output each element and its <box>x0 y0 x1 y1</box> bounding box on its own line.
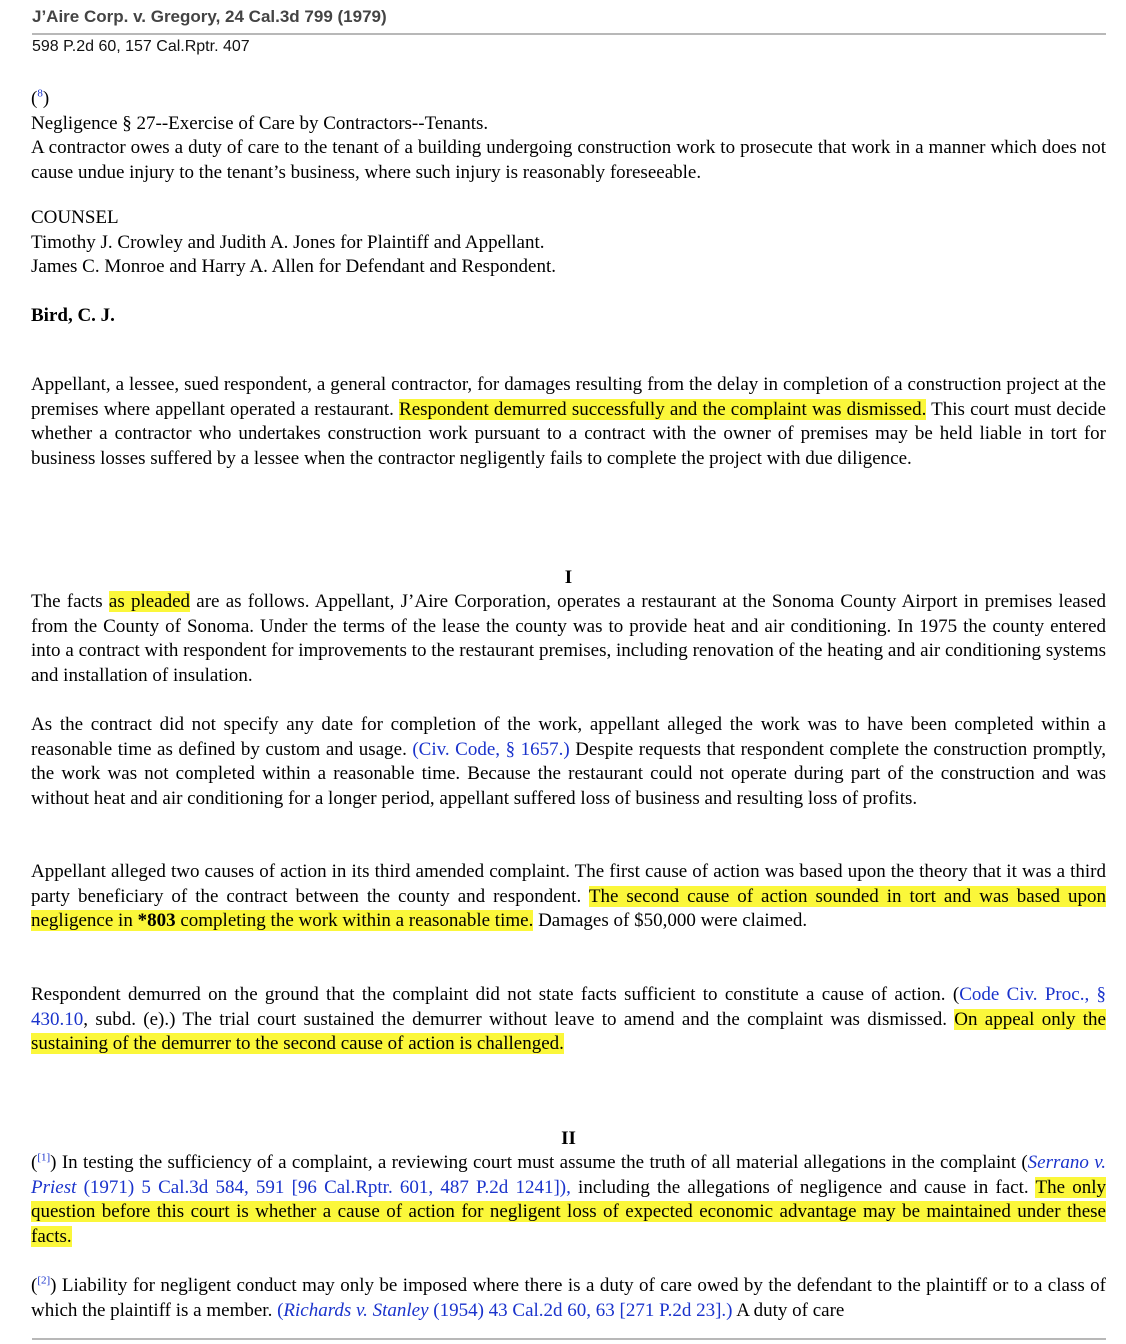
footnote-link[interactable]: [1] <box>37 1151 51 1164</box>
headnote-link[interactable]: 8 <box>37 87 43 100</box>
citation-link[interactable]: Serrano v. Priest (1971) 5 Cal.3d 584, 591 [96 Cal.Rptr. 601, 487 P.2d 1241]), <box>31 1152 1106 1198</box>
footer-divider <box>32 1338 1106 1340</box>
paragraph-7: ([2]) Liability for negligent conduct may only be imposed where there is a duty of care owed by the defendant to the plaintiff or to a class of which the plaintiff is a member. (Richards v. Stanley (1954) 43 Cal.2d 60, 63 [271 P.2d 23].) A duty of care <box>31 1274 1106 1321</box>
paragraph-5: Respondent demurred on the ground that the complaint did not state facts sufficient to constitute a cause of action. (Code Civ. Proc., § 430.10, subd. (e).) The trial court sustained the demurrer without leave to amend and the complaint was dismissed. On appeal only the sustaining of the demurrer to the second cause of action is challenged. <box>31 984 1106 1054</box>
highlight: On appeal only the sustaining of the demurrer to the second cause of action is challenged. <box>31 1008 1106 1054</box>
citation-link[interactable]: (Richards v. Stanley (1954) 43 Cal.2d 60, 63 [271 P.2d 23].) <box>277 1299 733 1321</box>
footnote-link[interactable]: [2] <box>37 1274 51 1287</box>
counsel-plaintiff: Timothy J. Crowley and Judith A. Jones for Plaintiff and Appellant. <box>31 231 545 253</box>
headnote <box>31 87 1106 185</box>
highlight: The second cause of action sounded in tort and was based upon negligence in *803 completing the work within a reasonable time. <box>31 885 1106 931</box>
opinion-author: Bird, C. J. <box>31 305 115 326</box>
header-divider <box>32 33 1106 35</box>
case-title: J’Aire Corp. v. Gregory, 24 Cal.3d 799 (1979) <box>32 7 387 26</box>
page-marker: *803 <box>137 910 176 931</box>
highlight: as pleaded <box>108 591 191 612</box>
paragraph-4: Appellant alleged two causes of action in its third amended complaint. The first cause of action was based upon the theory that it was a third party beneficiary of the contract between the county and respondent. The second cause of action sounded in tort and was based upon negligence in *803 completing the work within a reasonable time. Damages of $50,000 were claimed. <box>31 861 1106 931</box>
counsel-heading: COUNSEL <box>31 207 119 228</box>
headnote-text: A contractor owes a duty of care to the tenant of a building undergoing construction work to prosecute that work in a manner which does not cause undue injury to the tenant’s business, where such injury is reasonably foreseeable. <box>31 137 1106 183</box>
citation-link[interactable]: Code Civ. Proc., § 430.10 <box>31 984 1106 1030</box>
paragraph-3: As the contract did not specify any date for completion of the work, appellant alleged the work was to have been completed within a reasonable time as defined by custom and usage. (Civ. Code, § 1657.) Despite requests that respondent complete the construction promptly, the work was not completed within a reasonable time. Because the restaurant could not operate during part of the construction and was without heat and air conditioning for a longer period, appellant suffered loss of business and resulting loss of profits. <box>31 714 1106 809</box>
highlight: The only question before this court is whether a cause of action for negligent loss of expected economic advantage may be maintained under these facts. <box>31 1176 1106 1247</box>
headnote-marker: ($^8$) <box>31 87 50 109</box>
citation-link[interactable]: (Civ. Code, § 1657.) <box>412 738 570 760</box>
paragraph-1: Appellant, a lessee, sued respondent, a general contractor, for damages resulting from the delay in completion of a construction project at the premises where appellant operated a restaurant. Respondent demurred successfully and the complaint was dismissed. This court must decide whether a contractor who undertakes construction work pursuant to a contract with the owner of premises may be held liable in tort for business losses suffered by a lessee when the contractor negligently fails to complete the project with due diligence. <box>31 374 1106 469</box>
counsel-section <box>31 206 1106 280</box>
section-heading-2: II <box>561 1128 576 1149</box>
case-citation: 598 P.2d 60, 157 Cal.Rptr. 407 <box>32 38 250 55</box>
section-heading-1: I <box>564 567 573 588</box>
paragraph-2: The facts as pleaded are as follows. Appellant, J’Aire Corporation, operates a restaurant at the Sonoma County Airport in premises leased from the County of Sonoma. Under the terms of the lease the county was to provide heat and air conditioning. In 1975 the county entered into a contract with respondent for improvements to the restaurant premises, including renovation of the heating and air conditioning systems and installation of insulation. <box>31 591 1107 686</box>
counsel-defendant: James C. Monroe and Harry A. Allen for Defendant and Respondent. <box>31 256 557 277</box>
headnote-topic: Negligence § 27--Exercise of Care by Contractors--Tenants. <box>31 112 489 134</box>
highlight: Respondent demurred successfully and the complaint was dismissed. <box>399 398 927 420</box>
paragraph-6: ([1]) In testing the sufficiency of a complaint, a reviewing court must assume the truth of all material allegations in the complaint (Serrano v. Priest (1971) 5 Cal.3d 584, 591 [96 Cal.Rptr. 601, 487 P.2d 1241]), including the allegations of negligence and cause in fact. The only question before this court is whether a cause of action for negligent loss of expected economic advantage may be maintained under these facts. <box>31 1151 1106 1247</box>
